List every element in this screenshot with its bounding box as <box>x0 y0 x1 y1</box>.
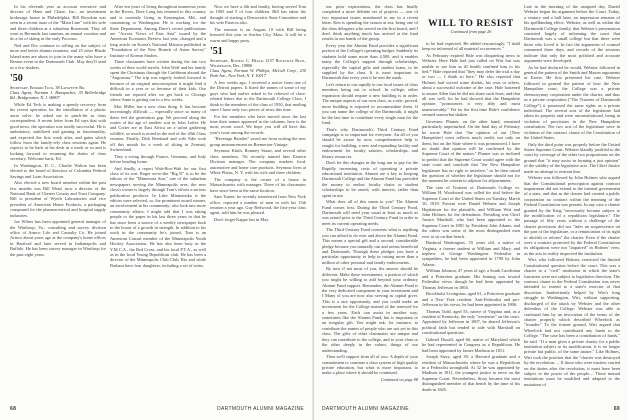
paragraph: While Ed Teck is making a speedy recovery from his recent operation for the installation of a plastic aorta valve, he asked me to pinch-hit as class correspondent. A recent letter from Ed says that with good news, the operation was totally successful. He is ambulatory, stabilized and gaining in functionality, and expected the first week after, and gains which follow from the family-rely class sessions again. He expects to be back at his desk in a week or so and is looking forward to resuming the duties of class secretary. Welcome back, Ed. <box>10 102 106 162</box>
paragraph: By now if not most of you, the answer should be different. Make these investments, a portion of which you might be willing to add beyond your ordinary Alumni Fund support. Remember, the Alumni Fund is the very dedicated component in your investment and I Many of you are now also serving as capital giver. This is a rare opportunity, and you could make an investment for the College instead of the renewed for a few years. Each can assist in another way, sometimes like the Alumni Fund, but is important or an irregular gift. You might ask, for instance, to contribute the names of people who are not yet in this class. The gifts of other classmates are unique and they can contribute to the college, and to your class or the other deeply in the values, things of our understanding. <box>322 266 418 353</box>
paragraph: Joseph Story, aged 39, a Harvard graduate and a resident of Massachusetts where he was a Republican in a Federalist stronghold. At 32 he was appointed by Madison in 1811, the youngest justice to serve on the Supreme Court. Nevertheless, Story became the most distinguished member of that bench by the time of his death in 1845. <box>422 354 520 392</box>
paragraph: Bushrod Washington, 55 years old, a native of Virginia, a former student at William and Mary, and nephew of George Washington. Federalist in sympathies, he had been appointed in 1798 by John Adams. <box>422 240 520 267</box>
paragraph: Let's return to our rapidly to our local issues of class members being out to school. In college, either expansion should require a new building is in order. The unique aspects of our own class, as a rule, proved, more building is required to accommodate them. If you can name the college of the Dartmouth, it might be the last time to contribute every single man for the fund. <box>322 82 418 125</box>
paragraph: Then we'll support from all of you. A depth of your commitment to continue a class system of high quality private education, but what is more important, to make a place where it should be continued. <box>322 354 418 376</box>
paragraph: Don't let this changes in the long run to pay for the Rapidly increasing costs of operating a private educational institution. Alumni are a key to keeping Dartmouth College and the Alumni Fund has provided the money to endow faculty chairs or student scholarships to be raised, with interest, rather than spent in use. <box>322 160 418 198</box>
class-agent: Class Agent, Norman W. Phillips, McCall Corp., 230 Park Ave., New York, N. Y. 10017 <box>210 68 306 79</box>
paragraph: In Washington, D. C., Charlie Walton has been elected to the board of directors of Columbia Federal Savings and Loan Association. <box>10 162 106 179</box>
paragraph: Don't forget Kappa last in May. <box>214 216 270 222</box>
paragraph: Every year the Alumni Fund provides a significant portion of the College's operating budget. Suddenly its students hold some more than 4,500, and it enables many the College's support through scholarships, especially the capital gifts and student loans, to be supplied by the class. It is most important to Dartmouth that every year it be met the mark. <box>322 43 418 81</box>
paragraph: "Beverage Retailer" saved me from writing the new group announcement on Bremerton-Vintage. <box>210 136 306 147</box>
continued-note: Continued on page 98 <box>380 376 418 382</box>
right-column-1 <box>322 4 418 404</box>
right-column-3 <box>524 4 620 404</box>
page-number: 68 <box>10 406 17 412</box>
magazine-name: DARTMOUTH ALUMNI MAGAZINE <box>322 406 409 412</box>
article-title: WILL TO RESIST <box>428 19 514 29</box>
right-column-2 <box>422 4 520 404</box>
paragraph: They a swing through France, Germany, and Italy before heading home. <box>110 153 206 164</box>
paragraph: Seymour Kluth, Romney Stuart, and several other class members, 7th recently named him Eastern Division manager. The company markets food, automotive and home care products. Seymour lives at White Plains, N. Y. with his wife and three children. <box>210 148 306 176</box>
right-page <box>314 0 628 420</box>
paragraph: Joe Wilner has been appointed general manager of the Winthrop, Va., consulting and survey division office of Armco Life and Casualty Co. He joined Armco about years ago at the company's home offices in Hartford and later served in Indianapolis and Buffalo. He has been survey manager in Winthrop for the past eight years. <box>10 219 106 257</box>
paragraph: A few weeks ago, I received a notice from one of the Detroit papers. It listed the names of some of my guys who had earlier asked to be relieved of class-related letters due to the Dartmouth College Class, I think to the members of the class of 1950, that mailing since I have only two pieces of news this time. <box>210 80 306 113</box>
paragraph: As he had declared he would, Webster followed in general the pattern of the Smith and Mason arguments at Exeter. He first presented his case, Webster followed in general the pattern of how the New Hampshire court, the College was a private eleemosynary corporation under the charter, and thus as a private corporation ("The Trustees of Dartmouth College") it possessed the same rights as a private individual. The several acts of the legislature had taken its property and were unconstitutional, being in violation of provisions in the New Hampshire constitution. The two acts of the legislature were in violation of the contract clause of the Constitution of the United States. <box>524 64 620 140</box>
paragraph: After ten years of living throughout numerous years in the Rivers, Dave Long has returned to this country and is currently living in Kensington, Md., and commuting to Washington. He is working for the State Department, Among Dave's recent publications are "Across Views of East Asia" issued by the American Economic Review last year, changed and a long article on Korea's National Mission published in "Foundation of the New Branch of Asian Survey" Institute of Korean Studies. <box>110 4 206 58</box>
paragraph: Webster was followed by John Holmes who argued that the Constitutional prescription against contract impairment did not extend to the internal government of a state, and that as the charter had created a public corporation no contract within the meaning of the Federal Constitution was present. In any case a charter granted by the King "necessarily became subject to the modification of a republican legislature." The passage of fifty years without a challenge of the charter provisions did not "infer an acquiescence on the part of the legislature, or a renunciation of its right to abolish or reform" the charter. Even if the charter were a contract protected by the Federal Constitution its obligations were not "impaired" in Holmes' view, as the acts in reality improved the institution. <box>524 175 620 256</box>
paragraph: For the members who have moved since the last time their names appeared in the columns, here is the most recent word. We hope you will all have this year's issue among the records. <box>210 113 306 135</box>
paragraph: Late in the morning of the assigned day, Daniel Webster began his argument before the Court. Today, a century and a half later, an impression remains of his spellbinding effect. Webster, as well as within the Dartmouth College family, that Webster's presentation consisted largely of informing the court that Dartmouth was a small college but that there were those who loved it. In fact the arguments of counsel consumed three days, and records of the sessions indicate that only the most polished and accurate arguments were developed. <box>524 4 620 64</box>
paragraph: Mac Miller has a new class thing. It has become increasingly difficult — especially since so many of them feel the generation gap. We proceed along the routes of the age of another sort in John Lefter. He and Cotter are in East Africa on a safari gathering wildlife, so much is noted in the end of the 20th Class reunion. Finally, Dick Bernhard and wife Edie took off this month for a week of skiing in Zermatt, Switzerland. <box>110 103 206 152</box>
left-page-footer <box>10 406 306 416</box>
class-secretary: Secretary, Russell C. Heald, 2157 Rockville Blvd., Wilmington, Del. 19806 <box>210 58 306 69</box>
paragraph: our prior expectations, the class has finally completed a more definite set of projects — one of two important issues mentioned to me in a recent letter. Ken is spending the season at sea, being one of the class delegates who served on the first board, and I don't think anything much has arrived at the final results in our hands of the group. <box>322 4 418 42</box>
class-heading: '51 <box>210 46 223 58</box>
left-column-2 <box>110 4 206 404</box>
magazine-name: DARTMOUTH ALUMNI MAGAZINE <box>217 406 304 412</box>
paragraph: Gabriel Duvall, aged 66, native of Maryland which he had represented in Congress as a Republican. He had been appointed by James Madison in 1811. <box>422 336 520 353</box>
paragraph: And finally, a report Wah-Hoo-Wah for our first class of its sort. Roger on-to-the "Big D" is to be the editors of the "Minnesota Star," one of the suburban newspapers serving the Minneapolis area, the new class's owner is largely through Tom's efforts a serious publication producer. In Lake Minnetonka is the editors were selected, so, the prominent award winner, an involvement in his community; also look into more community affairs. I might add that I was taking people to the paper in his last three years in that he has since been a source of a weekly newspaper back to the house of a growth in strength. In addition to his work in the community he's joined, Tom is an American Consul member of the Minneapolis Youth Hockey Association. He has also been busy in the Y.M.C.A., the Red Cross, and his local P.T.A., as well as in the local Young Republican club. He has been a director of the Minneapolis Club Club, Rio and while Barbara have four daughters, including a set of twins. <box>110 165 206 268</box>
paragraph: Ned and Dot continue to rolling on the subject of more and better alumni reunions, and 25 other Rhode Island men are about to join in the many who have a Boston event in the Dartmouth Club. May they'll send us a few shakers. <box>10 43 106 70</box>
class-agent: Class Agent, Norman J. Hanspacher, 35 Bellerbridge Rd., Bridgewater, N. J. 08807 <box>10 90 106 101</box>
paragraph: Sam Turner, he recently transferred from New York office, reported a number of men in with his 15th reunion a year ago. Guy Redwood, the first-year class agent, told him he was pleased. <box>210 194 306 216</box>
paragraph: The company is the owner of a house in Massachusetts with manager. Three of his classmates have since been at the same location. <box>210 176 306 193</box>
page-number: 69 <box>613 406 620 412</box>
paragraph: The Third Century Fund concerns what is anything you can afford to do over and above the Alumni Fund. This means a special gift and a second, considerable pledge because you naturally can and seems beneficial and Dartmouth. Through these pledges you have a particular opportunity to help in raising more than a million of other personal and family endowments. <box>322 227 418 265</box>
class-secretary: Secretary, Edward Tuck, 38 Lafayette Rd. <box>10 85 86 91</box>
paragraph: Wirt, who followed Holmes, restricted the limited Constitutional question before the court. This was a charter to a "civil" institution in which the state's functions were not subject to legislative direction. The contract clause in the Federal Constitution was never intended to extend to a state's exercise of that discretion. Inadvertently helped by Wirt's long struggle in Washington, Wirt, without supporting, discharged of the attack by Webster and the other defenders of the College. Webster was able to confound him by an invocation of the terms of the charter properly which described Wheelock as "founder." To the former ground, Wirt argued that Wheelock had not contributed any funds to the College. "The case has been a contribution of funds," he said. "If a man gives a private charity for a public institution subject to its modification, it is no longer private but public, of the same nature." Like Holmes, Wirt took the position that the "charter was destroyed by the revolution. ... If those who were trustees carried on the duties after the revolution, it must have been subject to the power of the people.... These mutual institutions must be modified and adapted to the mutations of <box>524 257 620 387</box>
paragraph: Three classmates have written during the last two weeks of their world travels. John Wolf and his family spent the Christmas through the Caribbean aboard the "Angostura." The trip was eagerly looked forward to because of an original misconception it might find it difficult in a year or so because of their kids. Our friends are reputed after we get back to Chicago where Anne is getting out in a few weeks. <box>110 59 206 103</box>
right-page-footer <box>322 406 620 416</box>
paragraph: Now we have a 4th and family, having served Tom in 1965 and 5 of four children. Bill has taken the thought of starting a Democratic State Committee and his wife Patricia also. <box>210 4 306 26</box>
paragraph: The reunion is on August 10 with Bill being honored this year in Anchor City, Mass. It will be a warm and happy party. <box>210 26 306 43</box>
paragraph: William Johnson, 47 years of age, a South Carolinian and a Princeton graduate. His leaning was toward Federalist views though he had been appointed by Thomas Jefferson in 1804. <box>422 268 520 290</box>
continued-from-note: Continued from page 26 <box>450 29 492 35</box>
paragraph: Brockholst Livingston, aged 61, a Princeton graduate and a New York resident. Anti-Federalist and pro-Jefferson in his views, he had been appointed in 1806. <box>422 291 520 308</box>
paragraph: What does all of this mean to you? The Alumni Fund comes first. During the Third Century Fund, Dartmouth will need your usual at least as much as was raised prior to the Third Century Fund in order to meet its current operating needs. <box>322 199 418 226</box>
paragraph: As February expired Hale was disquieting news to Webster. Here Hale had just called on Wirt but was unable to see him as ill health confined him to his bed.* Hale reported that "they may defer the trial a day or two — I think so here." He also reported that Holmes had voiced some doubts, his own or others, about a successful outcome of the case. Hale hastened to assure Allen that he did not share such fears, and that all was well, for he had showed that the Hampshire opinion "pronounces it very ably and most unanswerably." Yet for the first time Hale's confidence seemed somewhat shaken. <box>422 52 520 118</box>
left-column-1 <box>10 4 106 404</box>
paragraph: to be bad expected. He added resourcingly, "I shall keep no informed of all material occurrences." <box>422 40 520 52</box>
paragraph: In his eleventh year as account executive and director of Hans and Chase, Inc., an investment brokerage house in Philadelphia, Bill Bowdoin was seen in a recent issue of the "Main Line" with his wife and three children at a suburban Rosemont. They all went to Bermuda last summer, an annual vacation and do a lot of skiing in the early Poconos. <box>10 4 106 42</box>
paragraph: That's why Dartmouth's Third Century Fund campaign is so important for everyone. An all of you should be aware by now, comprehensive help is sought for building, a new and expanding facility and endowment for faculty salaries, scholarships, and library resources. <box>322 126 418 159</box>
paragraph: Thomas Todd, aged 53, native of Virginia and, as a resident of Kentucky, the only "westerner" on the court. Appointed by Jefferson in 1807, he shared Jefferson's political faith but tended to side with Marshall on constitutional questions. <box>422 308 520 336</box>
paragraph: Only the third point was properly before the United States Supreme Court. Webster blandly justified to the court by coverage of the other two propositions on the ground that "it may assist in forming a just opinion" of the validity of the legislative acts. The Chief Justice made no attempt to restrain him. <box>524 141 620 174</box>
class-heading: '50 <box>10 73 23 85</box>
paragraph: Governor Plumer, on the other hand, remained particularly unperturbed. On the final day of February he wrote Hale that "the opinion of our [New Hampshire] court reflects much credit, not only on them, but on the State where it was pronounced. I have no doubt that opinion will be confirmed by the Supreme Court of the nation." Plumer was so inclined to predict that the Supreme Court would agree with the state court and conclude that "the New Hampshire legislature has no right to interfere," so he then raised the question of whether the legislature should not for the moment be content to adjourn for adjournment. <box>422 118 520 184</box>
paragraph: Also elected a new board member within the past few months was Bill Wead, now a director of the National Bank of Chester County and Trust Company. Bill is president of Wyeth Laboratories and vice president of American Home Products, a packaging compound for the pharmaceutical and hospital supply industries. <box>10 180 106 218</box>
left-column-3 <box>210 4 306 404</box>
paragraph: The case of Trustees of Dartmouth College vs. William H. Woodward was called for trial before the Supreme Court of the United States on Tuesday, March 10, 1818. Present were Daniel Webster and Joseph Hopkinson for the plaintiffs, and William Wirt and John Holmes for the defendants. Presiding was Chief Justice Marshall, who had been appointed to the Supreme Court in 1801 by President John Adams, and the others was some of the most distinguished men ever to sit on that bench. <box>422 184 520 239</box>
